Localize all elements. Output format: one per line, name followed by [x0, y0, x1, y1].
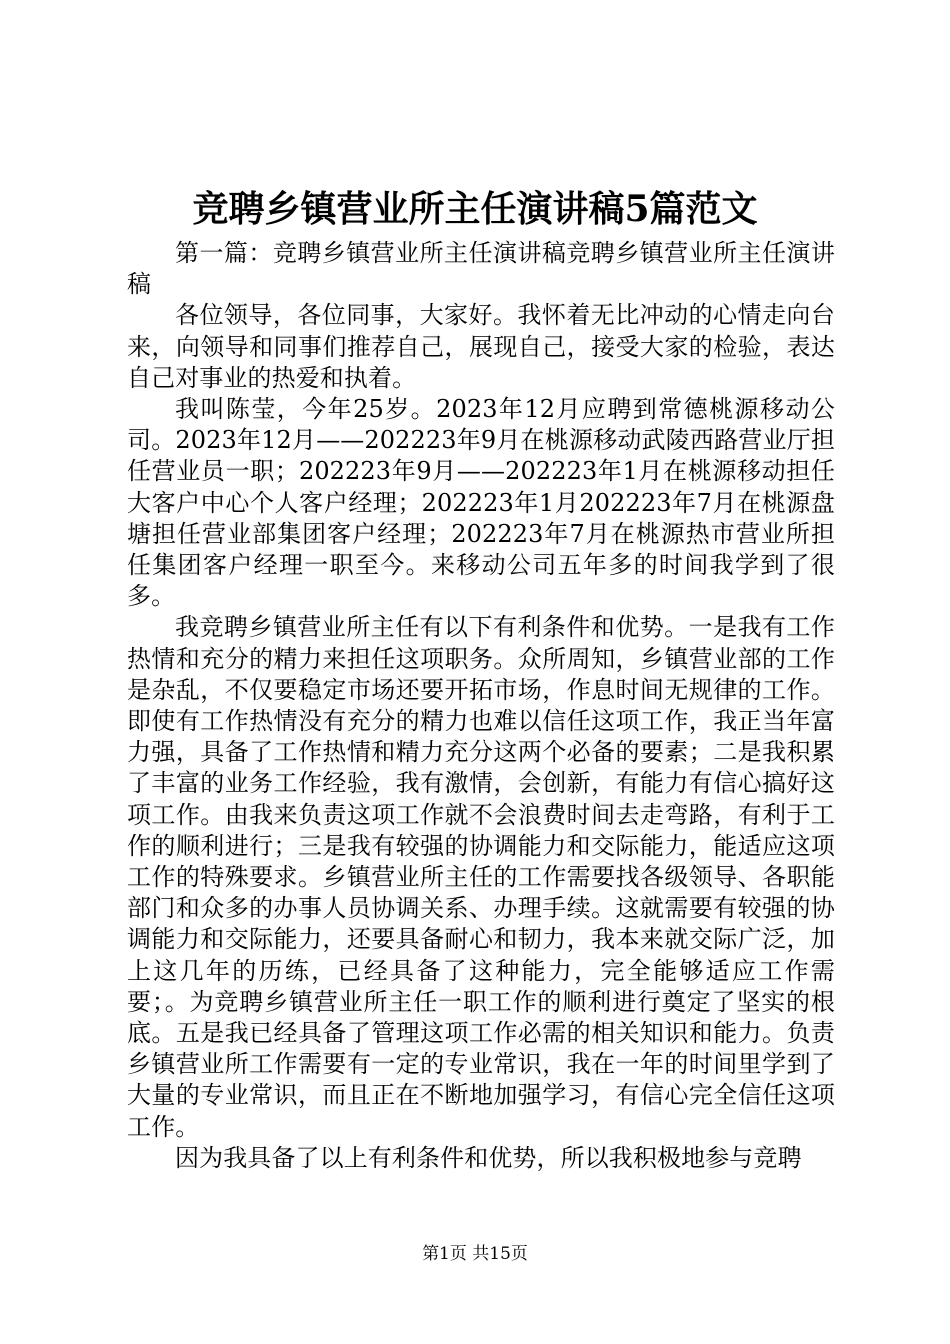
- paragraph-greeting: 各位领导，各位同事，大家好。我怀着无比冲动的心情走向台来，向领导和同事们推荐自己，展现自己，接受大家的检验，表达自己对事业的热爱和执着。: [127, 301, 835, 392]
- paragraph-heading: 第一篇：竞聘乡镇营业所主任演讲稿竞聘乡镇营业所主任演讲稿: [127, 239, 835, 299]
- page-number-footer: 第1页 共15页: [422, 1244, 528, 1264]
- paragraph-conclusion: 因为我具备了以上有利条件和优势，所以我积极地参与竞聘: [175, 1143, 802, 1172]
- paragraph-background: 我叫陈莹，今年25岁。2023年12月应聘到常德桃源移动公司。2023年12月——202223年9月在桃源移动武陵西路营业厅担任营业员一职；202223年9月——202223年1月在桃源移动担任大客户中心个人客户经理；202223年1月202223年7月在桃源盘塘担任营业部集团客户经理；202223年7月在桃源热市营业所担任集团客户经理一职至今。来移动公司五年多的时间我学到了很多。: [127, 395, 835, 611]
- document-title: 竞聘乡镇营业所主任演讲稿5篇范文: [192, 188, 758, 230]
- paragraph-advantages: 我竞聘乡镇营业所主任有以下有利条件和优势。一是我有工作热情和充分的精力来担任这项职务。众所周知，乡镇营业部的工作是杂乱，不仅要稳定市场还要开拓市场，作息时间无规律的工作。即使有工作热情没有充分的精力也难以信任这项工作，我正当年富力强，具备了工作热情和精力充分这两个必备的要素；二是我积累了丰富的业务工作经验，我有激情，会创新，有能力有信心搞好这项工作。由我来负责这项工作就不会浪费时间去走弯路，有利于工作的顺利进行；三是我有较强的协调能力和交际能力，能适应这项工作的特殊要求。乡镇营业所主任的工作需要找各级领导、各职能部门和众多的办事人员协调关系、办理手续。这就需要有较强的协调能力和交际能力，还要具备耐心和韧力，我本来就交际广泛，加上这几年的历练，已经具备了这种能力，完全能够适应工作需要；。为竞聘乡镇营业所主任一职工作的顺利进行奠定了坚实的根底。五是我已经具备了管理这项工作必需的相关知识和能力。负责乡镇营业所工作需要有一定的专业常识，我在一年的时间里学到了大量的专业常识，而且正在不断地加强学习，有信心完全信任这项工作。: [127, 613, 835, 1141]
- document-body: [127, 238, 835, 1174]
